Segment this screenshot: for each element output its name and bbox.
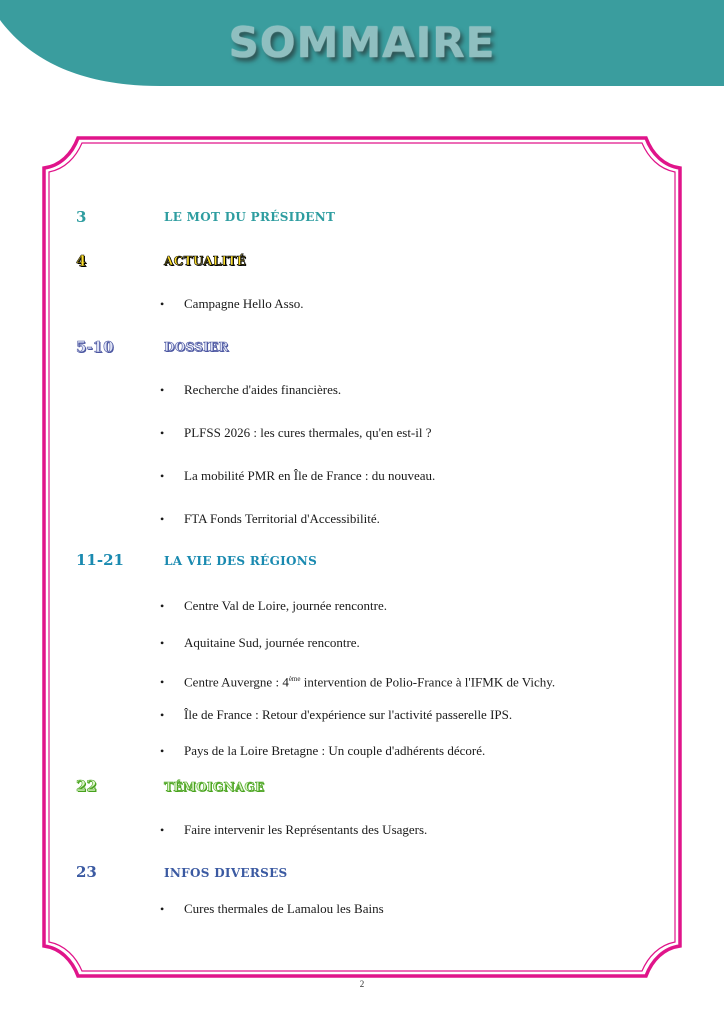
list-item: • Faire intervenir les Représentants des Usagers. [160, 822, 428, 837]
section-page-number: 11-21 [76, 551, 124, 569]
bullet-icon: • [160, 744, 165, 758]
section-title: LE MOT DU PRÉSIDENT [164, 210, 336, 224]
bullet-icon: • [160, 636, 165, 650]
bullet-icon: • [160, 383, 165, 397]
bullet-icon: • [160, 902, 165, 916]
bullet-icon: • [160, 469, 165, 483]
section-page-number: 22 [76, 777, 97, 795]
bullet-icon: • [160, 297, 165, 311]
section-page-number: 4 [76, 252, 87, 270]
section-page-number: 5-10 [76, 338, 114, 356]
bullet-icon: • [160, 426, 165, 440]
list-item: • PLFSS 2026 : les cures thermales, qu'en est-il ? [160, 425, 432, 440]
bullet-icon: • [160, 512, 165, 526]
section-title: INFOS DIVERSES [164, 866, 288, 880]
list-item: • Cures thermales de Lamalou les Bains [160, 901, 384, 916]
bullet-icon: • [160, 599, 165, 613]
bullet-icon: • [160, 675, 165, 690]
list-item: • Campagne Hello Asso. [160, 296, 304, 311]
page-title: SOMMAIRE [228, 18, 496, 67]
list-item: • FTA Fonds Territorial d'Accessibilité. [160, 511, 380, 526]
list-item: • Île de France : Retour d'expérience sur l'activité passerelle IPS. [160, 707, 513, 722]
bullet-icon: • [160, 823, 165, 837]
bullet-icon: • [160, 708, 165, 722]
list-item: • Recherche d'aides financières. [160, 382, 342, 397]
page-number: 2 [359, 979, 365, 989]
section-title: TÉMOIGNAGE [164, 780, 265, 794]
section-page-number: 3 [76, 208, 87, 226]
section-title: ACTUALITÉ [164, 254, 247, 268]
section-page-number: 23 [76, 863, 97, 881]
section-title: DOSSIER [164, 340, 229, 354]
list-item: • Centre Auvergne : 4ème intervention de Polio-France à l'IFMK de Vichy. [160, 674, 556, 690]
list-item: • La mobilité PMR en Île de France : du nouveau. [160, 468, 436, 483]
list-item: • Pays de la Loire Bretagne : Un couple d'adhérents décoré. [160, 743, 486, 758]
section-title: LA VIE DES RÉGIONS [164, 554, 318, 568]
list-item: • Aquitaine Sud, journée rencontre. [160, 635, 360, 650]
list-item: • Centre Val de Loire, journée rencontre. [160, 598, 387, 613]
